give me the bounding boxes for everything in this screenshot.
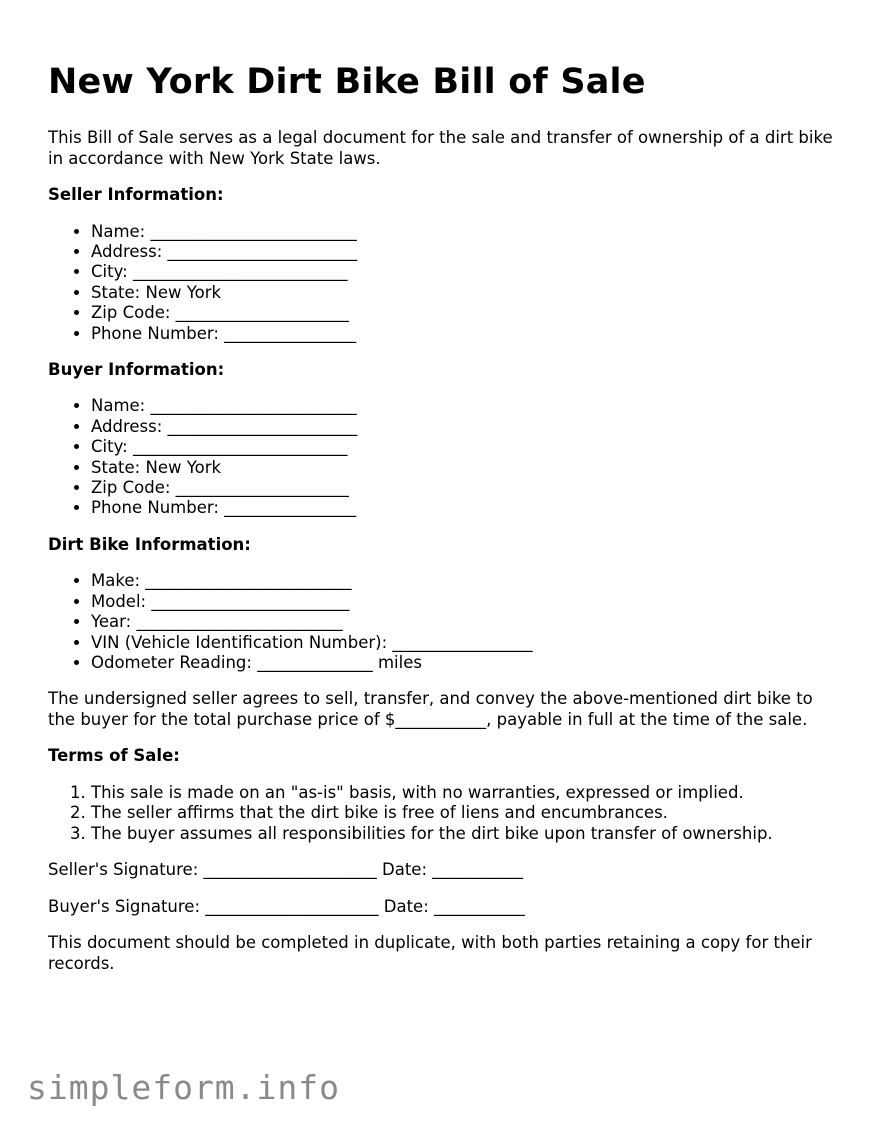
document-title: New York Dirt Bike Bill of Sale [48, 62, 646, 102]
seller-zip-field: • Zip Code: _____________________ [91, 303, 838, 323]
bike-vin-field: • VIN (Vehicle Identification Number): _________________ [91, 633, 838, 653]
seller-state-field: • State: New York [91, 283, 838, 303]
seller-address-field: • Address: _______________________ [91, 242, 838, 262]
closing-paragraph: This document should be completed in duplicate, with both parties retaining a copy for their records. [48, 933, 812, 973]
seller-name-field: • Name: _________________________ [91, 222, 838, 242]
terms-list [48, 783, 838, 844]
bike-year-field: • Year: _________________________ [91, 612, 838, 632]
document-page [48, 60, 838, 974]
terms-heading: Terms of Sale: [48, 746, 180, 766]
buyer-address-field: • Address: _______________________ [91, 417, 838, 437]
terms-item: 1. This sale is made on an "as-is" basis, with no warranties, expressed or implied. [91, 783, 838, 803]
bike-fields-list [48, 571, 838, 673]
terms-item: 3. The buyer assumes all responsibilities for the dirt bike upon transfer of ownership. [91, 824, 838, 844]
seller-signature-line: Seller's Signature: _____________________ Date: ___________ [48, 860, 523, 880]
agreement-paragraph: The undersigned seller agrees to sell, transfer, and convey the above-mentioned dirt bike to the buyer for the total purchase price of $___________, payable in full at the time of the sale. [48, 689, 813, 729]
buyer-fields-list [48, 396, 838, 518]
buyer-phone-field: • Phone Number: ________________ [91, 498, 838, 518]
intro-paragraph: This Bill of Sale serves as a legal document for the sale and transfer of ownership of a dirt bike in accordance with New York State laws. [48, 128, 833, 168]
seller-phone-field: • Phone Number: ________________ [91, 324, 838, 344]
seller-city-field: • City: __________________________ [91, 262, 838, 282]
terms-item: 2. The seller affirms that the dirt bike is free of liens and encumbrances. [91, 803, 838, 823]
buyer-heading: Buyer Information: [48, 359, 225, 379]
buyer-name-field: • Name: _________________________ [91, 396, 838, 416]
buyer-city-field: • City: __________________________ [91, 437, 838, 457]
buyer-signature-line: Buyer's Signature: _____________________ Date: ___________ [48, 896, 525, 916]
buyer-state-field: • State: New York [91, 458, 838, 478]
bike-odometer-field: • Odometer Reading: ______________ miles [91, 653, 838, 673]
seller-heading: Seller Information: [48, 185, 224, 204]
bike-model-field: • Model: ________________________ [91, 592, 838, 612]
bike-heading: Dirt Bike Information: [48, 534, 251, 554]
watermark: simpleform.info [27, 1068, 341, 1107]
bike-make-field: • Make: _________________________ [91, 571, 838, 591]
buyer-zip-field: • Zip Code: _____________________ [91, 478, 838, 498]
seller-fields-list [48, 222, 838, 344]
